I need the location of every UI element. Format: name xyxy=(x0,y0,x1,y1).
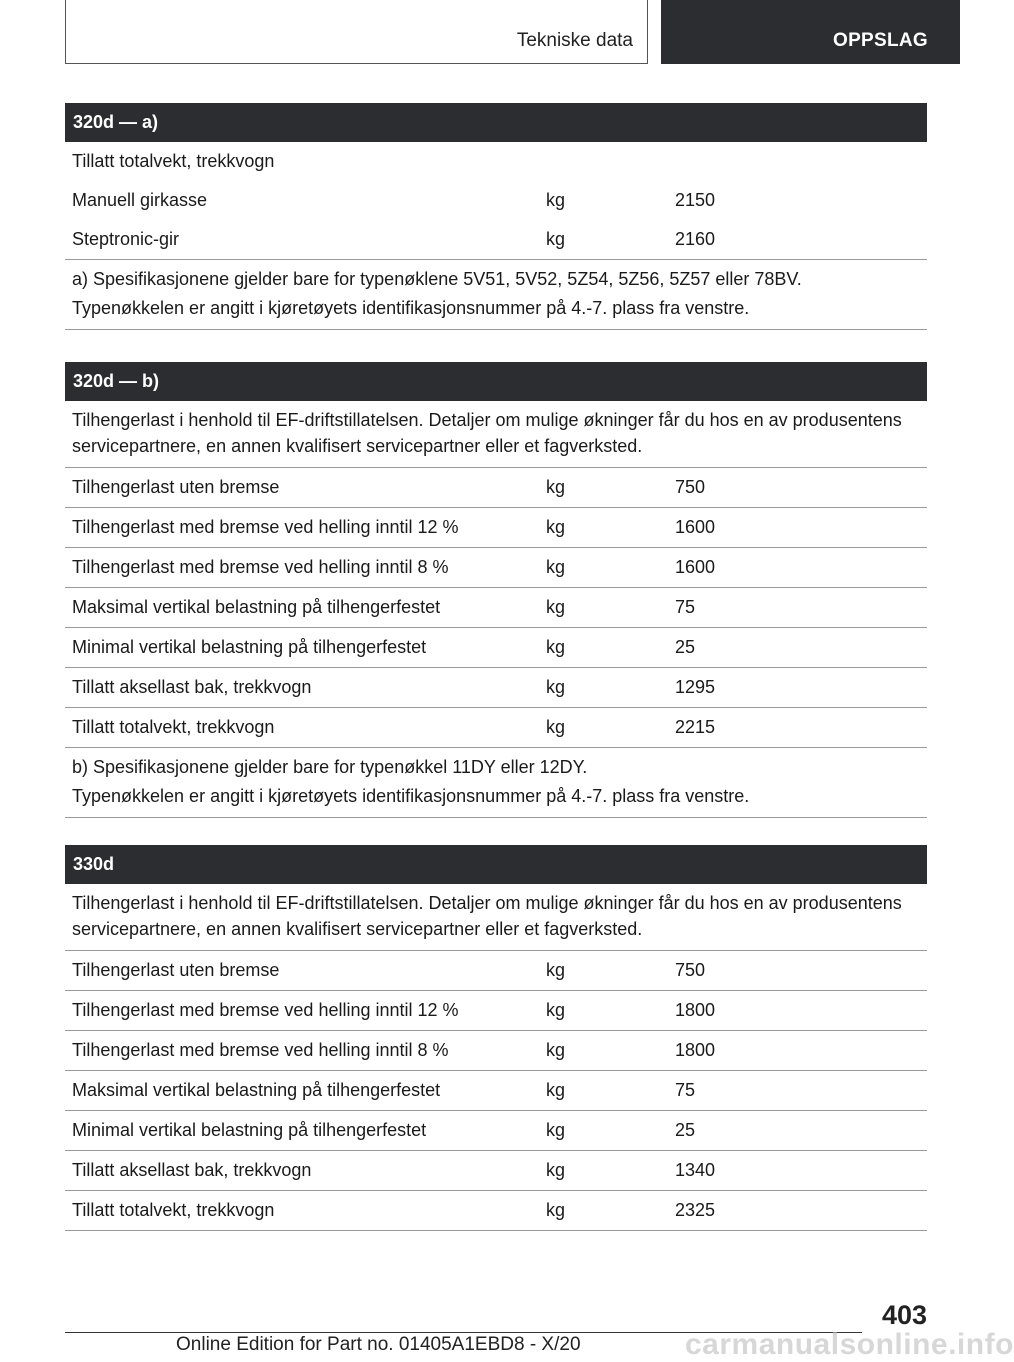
table-row xyxy=(65,708,927,748)
footnote-line: b) Spesifikasjonene gjelder bare for typenøkkel 11DY eller 12DY. xyxy=(72,757,588,777)
table-row xyxy=(65,991,927,1031)
row-unit: kg xyxy=(546,1200,566,1220)
table-title: 320d — a) xyxy=(65,103,927,142)
table-row xyxy=(65,181,927,220)
row-label: Tillatt totalvekt, trekkvogn xyxy=(72,717,275,737)
row-unit: kg xyxy=(546,1160,566,1180)
footnote-line: Typenøkkelen er angitt i kjøretøyets identifikasjonsnummer på 4.-7. plass fra venstre. xyxy=(72,298,750,318)
row-value: 2325 xyxy=(675,1200,716,1220)
spec-table-320d-b xyxy=(65,362,927,818)
row-unit: kg xyxy=(546,229,566,249)
table-footnote xyxy=(65,260,927,330)
row-label: Tilhengerlast med bremse ved helling inntil 12 % xyxy=(72,1000,459,1020)
table-row xyxy=(65,508,927,548)
row-value: 2215 xyxy=(675,717,716,737)
row-unit: kg xyxy=(546,677,566,697)
footnote-line: a) Spesifikasjonene gjelder bare for typenøklene 5V51, 5V52, 5Z54, 5Z56, 5Z57 eller 78BV. xyxy=(72,269,802,289)
table-row xyxy=(65,1191,927,1231)
table-row xyxy=(65,951,927,991)
row-label: Steptronic-gir xyxy=(72,229,180,249)
row-unit: kg xyxy=(546,1000,566,1020)
row-label: Tilhengerlast med bremse ved helling inntil 8 % xyxy=(72,1040,449,1060)
table-title: 320d — b) xyxy=(65,362,927,401)
row-label: Tilhengerlast uten bremse xyxy=(72,477,280,497)
row-value: 1600 xyxy=(675,517,716,537)
table-row xyxy=(65,588,927,628)
row-value: 2150 xyxy=(675,190,716,210)
row-unit: kg xyxy=(546,597,566,617)
footer-edition: Online Edition for Part no. 01405A1EBD8 - X/20 xyxy=(176,1334,581,1355)
spec-table-330d xyxy=(65,845,927,1231)
table-row xyxy=(65,1071,927,1111)
row-value: 75 xyxy=(675,1080,696,1100)
row-label: Manuell girkasse xyxy=(72,190,208,210)
table-intro: Tilhengerlast i henhold til EF-driftstillatelsen. Detaljer om mulige økninger får du hos en av produsentens servicepartnere, en annen kvalifisert servicepartner eller et fagverksted. xyxy=(65,884,927,951)
row-value: 1600 xyxy=(675,557,716,577)
row-value: 1340 xyxy=(675,1160,716,1180)
row-value: 75 xyxy=(675,597,696,617)
row-unit: kg xyxy=(546,717,566,737)
header-tab-label: OPPSLAG xyxy=(832,30,928,51)
row-label: Minimal vertikal belastning på tilhengerfestet xyxy=(72,637,427,657)
table-title: 330d xyxy=(65,845,927,884)
row-unit: kg xyxy=(546,960,566,980)
table-row xyxy=(65,1111,927,1151)
footnote-line: Typenøkkelen er angitt i kjøretøyets identifikasjonsnummer på 4.-7. plass fra venstre. xyxy=(72,786,750,806)
row-value: 1800 xyxy=(675,1000,716,1020)
page-number: 403 xyxy=(881,1300,927,1330)
table-row xyxy=(65,628,927,668)
table-row xyxy=(65,142,927,181)
row-value: 1295 xyxy=(675,677,716,697)
table-row xyxy=(65,220,927,260)
row-label: Tillatt aksellast bak, trekkvogn xyxy=(72,677,312,697)
header-section-title: Tekniske data xyxy=(516,30,633,51)
row-unit: kg xyxy=(546,1080,566,1100)
row-label: Tillatt aksellast bak, trekkvogn xyxy=(72,1160,312,1180)
row-label: Maksimal vertikal belastning på tilhengerfestet xyxy=(72,1080,441,1100)
row-unit: kg xyxy=(546,1120,566,1140)
row-label: Tillatt totalvekt, trekkvogn xyxy=(72,1200,275,1220)
row-label: Tilhengerlast med bremse ved helling inntil 12 % xyxy=(72,517,459,537)
row-label: Tilhengerlast uten bremse xyxy=(72,960,280,980)
table-row xyxy=(65,548,927,588)
row-value: 25 xyxy=(675,1120,696,1140)
row-unit: kg xyxy=(546,637,566,657)
table-row xyxy=(65,1031,927,1071)
row-label: Maksimal vertikal belastning på tilhengerfestet xyxy=(72,597,441,617)
table-footnote xyxy=(65,748,927,818)
table-intro: Tilhengerlast i henhold til EF-driftstillatelsen. Detaljer om mulige økninger får du hos en av produsentens servicepartnere, en annen kvalifisert servicepartner eller et fagverksted. xyxy=(65,401,927,468)
header-section-tab xyxy=(65,0,648,64)
row-unit: kg xyxy=(546,190,566,210)
row-value: 750 xyxy=(675,960,706,980)
row-unit: kg xyxy=(546,1040,566,1060)
table-row xyxy=(65,468,927,508)
row-label: Tilhengerlast med bremse ved helling inntil 8 % xyxy=(72,557,449,577)
table-row xyxy=(65,668,927,708)
watermark-logo: carmanualsonline.info xyxy=(685,1328,1014,1361)
row-value: 25 xyxy=(675,637,696,657)
row-value: 1800 xyxy=(675,1040,716,1060)
row-label: Tillatt totalvekt, trekkvogn xyxy=(72,151,275,171)
row-unit: kg xyxy=(546,557,566,577)
spec-table-320d-a xyxy=(65,103,927,330)
row-value: 2160 xyxy=(675,229,716,249)
table-row xyxy=(65,1151,927,1191)
row-unit: kg xyxy=(546,517,566,537)
row-value: 750 xyxy=(675,477,706,497)
header-active-tab[interactable] xyxy=(661,0,960,64)
row-label: Minimal vertikal belastning på tilhengerfestet xyxy=(72,1120,427,1140)
row-unit: kg xyxy=(546,477,566,497)
